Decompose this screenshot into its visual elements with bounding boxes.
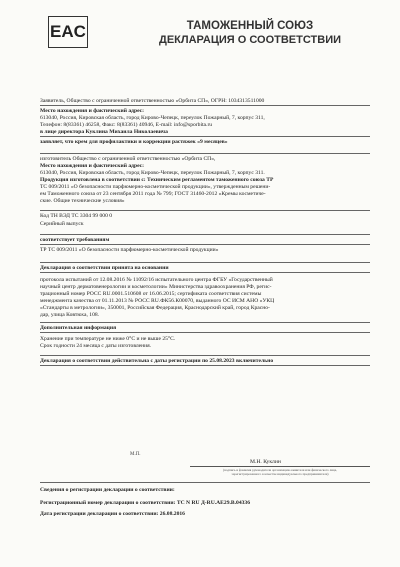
- hs-code: Код ТН ВЭД ТС 3304 99 000 0: [40, 213, 113, 219]
- basis-line: менеджмента качества от 01.11.2013 № РОСС RU.ФК56.К00070, выданного ОС ИСМ АНО «УКЦ: [40, 298, 275, 304]
- divider: [40, 262, 370, 263]
- serial-production: Серийный выпуск: [40, 221, 84, 227]
- manufacturer-address: 613040, Россия, Кировская область, город Кирово-Чепецк, переулок Пожарный, 7, корпус 311.: [40, 170, 265, 176]
- header-declaration: ДЕКЛАРАЦИЯ О СООТВЕТСТВИИ: [158, 34, 342, 46]
- divider: [40, 272, 370, 273]
- basis-line: дар, улица Ковтюха, 108.: [40, 312, 100, 318]
- signature-line: [190, 466, 370, 467]
- basis-title: Декларация о соответствии принята на основании: [40, 265, 169, 271]
- divider: [40, 482, 370, 483]
- manufacturer-address-label: Место нахождения и фактический адрес:: [40, 163, 144, 169]
- divider: [40, 136, 370, 137]
- basis-line: «Стандарты в метрологии», 350001, Российская Федерация, Краснодарский край, город Красно-: [40, 305, 270, 311]
- divider: [40, 105, 370, 106]
- signature-caption: [190, 468, 370, 476]
- basis-line: научный центр дерматовенерологии и косметологии» Министерства здравоохранения РФ, регис-: [40, 284, 272, 290]
- divider: [40, 332, 370, 333]
- validity-text: Декларация о соответствии действительна с даты регистрации по 25.08.2023 включительно: [40, 358, 274, 364]
- requirements-text: ТР ТС 009/2011 «О безопасности парфюмерно-косметической продукции»: [40, 247, 219, 253]
- shelf-life: Срок годности 24 месяца с даты изготовления.: [40, 343, 152, 349]
- signature-caption-line: зарегистрированного в качестве индивидуального предпринимателя): [231, 472, 329, 476]
- additional-title: Дополнительная информация: [40, 325, 117, 331]
- product-statement: заявляет, что крем для профилактики и коррекции растяжек «9 месяцев»: [40, 139, 228, 145]
- basis-line: трационный номер РОСС RU.0001.510608 от 16.06.2015; сертификата соответствия системы: [40, 291, 262, 297]
- divider: [40, 365, 370, 366]
- applicant-line: Заявитель, Общество с ограниченной ответственностью «Орбита СП», ОГРН: 1034313511000: [40, 98, 265, 104]
- signatory-name: М.Н. Куклин: [250, 459, 281, 465]
- seal-mark: М.П.: [130, 452, 141, 457]
- applicant-address-label: Место нахождения и фактический адрес:: [40, 108, 144, 114]
- storage-info: Хранение при температуре не ниже 0°С и не выше 25°С.: [40, 336, 176, 342]
- registration-number: Регистрационный номер декларации о соответствии: ТС N RU Д-RU.AE29.B.04336: [40, 500, 251, 506]
- divider: [40, 244, 370, 245]
- applicant-address: 613040, Россия, Кировская область, город Кирово-Чепецк, переулок Пожарный, 7, корпус 311,: [40, 115, 265, 121]
- eac-logo: EAC: [48, 16, 88, 48]
- header-union: ТАМОЖЕННЫЙ СОЮЗ: [186, 20, 314, 32]
- registration-title: Сведения о регистрации декларации о соответствии:: [40, 487, 175, 493]
- manufacturer-standard-3: ем Таможенного союза от 23 сентября 2011 года № 799; ГОСТ 31460-2012 «Кремы косметиче-: [40, 191, 266, 197]
- divider: [40, 322, 370, 323]
- basis-line: протокола испытаний от 12.08.2016 № 11092/16 испытательного центра ФГБУ «Государственный: [40, 277, 273, 283]
- divider: [40, 153, 370, 154]
- signature-caption-line: (подпись и фамилия руководителя организации-заявителя или физического лица,: [222, 468, 338, 472]
- applicant-contacts: Телефон: 8(83361) 46258, Факс: 8(83361) 40946, E-mail: info@sporbita.ru: [40, 122, 213, 128]
- divider: [40, 355, 370, 356]
- divider: [40, 210, 370, 211]
- manufacturer-standard-2: ТС 009/2011 «О безопасности парфюмерно-косметической продукции», утвержденным решени-: [40, 184, 271, 190]
- manufacturer-standard-4: ские. Общие технические условия»: [40, 198, 125, 204]
- registration-date: Дата регистрации декларации о соответствии: 26.08.2016: [40, 511, 185, 517]
- requirements-title: соответствует требованиям: [40, 237, 110, 243]
- divider: [40, 234, 370, 235]
- applicant-representative: в лице директора Куклина Михаила Николаевича: [40, 129, 168, 135]
- manufacturer-standard-1: Продукция изготовлена в соответствии с: Техническим регламентом таможенного союза ТР: [40, 177, 274, 183]
- manufacturer-line: изготовитель Общество с ограниченной ответственностью «Орбита СП»,: [40, 156, 216, 162]
